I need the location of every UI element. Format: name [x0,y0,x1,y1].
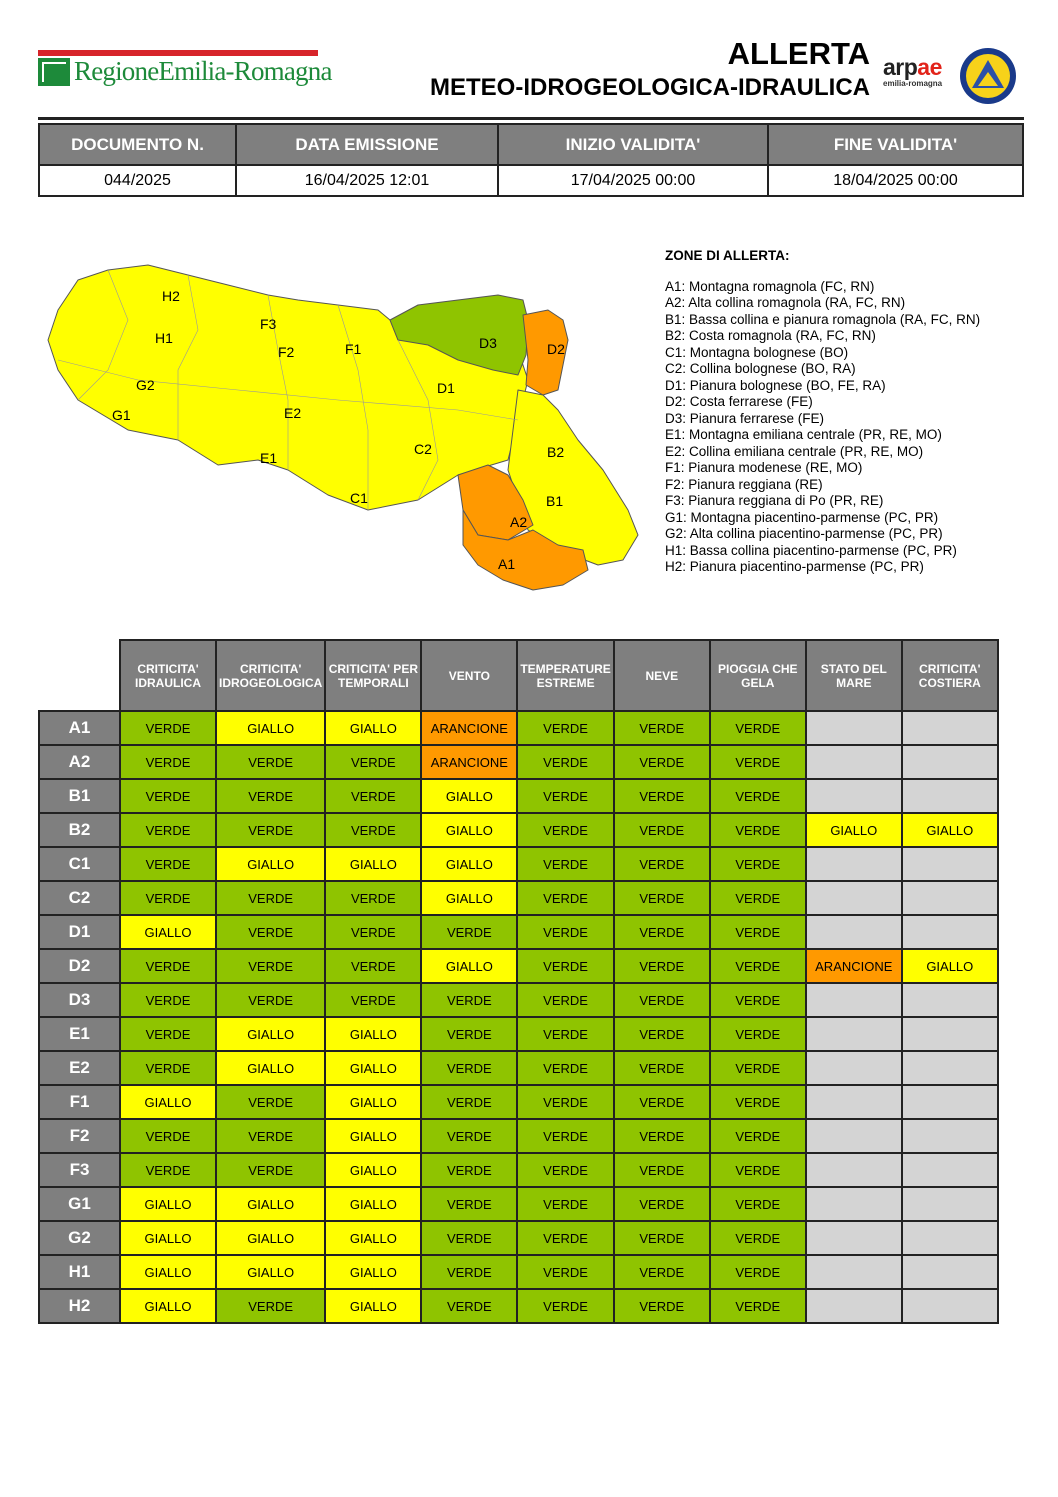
alert-level-cell [902,915,998,949]
alert-level-cell [806,745,902,779]
zone-code-cell: D3 [39,983,120,1017]
alert-level-cell: VERDE [710,949,806,983]
alert-level-cell: VERDE [614,983,710,1017]
alert-level-cell: VERDE [120,779,216,813]
alert-level-cell: VERDE [710,983,806,1017]
alert-level-cell: GIALLO [421,881,517,915]
alert-level-cell: GIALLO [325,711,421,745]
alert-level-cell: GIALLO [120,1255,216,1289]
table-row [39,881,998,915]
alert-level-cell: VERDE [517,711,613,745]
alert-level-cell: GIALLO [216,1255,325,1289]
alert-level-cell: VERDE [120,881,216,915]
map-label-g2: G2 [136,377,155,393]
alert-level-cell: GIALLO [902,949,998,983]
region-logo [38,50,332,90]
alert-level-cell: VERDE [421,1153,517,1187]
table-row [39,915,998,949]
alert-level-cell: VERDE [517,779,613,813]
alert-level-cell [902,1289,998,1323]
alert-level-cell: VERDE [517,949,613,983]
alert-level-cell [902,1085,998,1119]
zone-legend-item: F1: Pianura modenese (RE, MO) [665,460,863,475]
alert-table [38,639,999,1324]
alert-level-cell [806,983,902,1017]
map-label-a1: A1 [498,556,516,572]
map-label-a2: A2 [510,514,528,530]
zone-legend-item: D1: Pianura bolognese (BO, FE, RA) [665,377,886,393]
table-row [39,711,998,745]
alert-level-cell: VERDE [614,1051,710,1085]
alert-level-cell [902,711,998,745]
alert-level-cell: VERDE [325,915,421,949]
alert-level-cell: GIALLO [216,1187,325,1221]
doc-header-end: FINE VALIDITA' [768,124,1023,165]
alert-level-cell: VERDE [710,1119,806,1153]
zone-code-cell: D2 [39,949,120,983]
alert-level-cell [806,1289,902,1323]
alert-level-cell: VERDE [216,813,325,847]
alert-level-cell: VERDE [421,1187,517,1221]
alert-level-cell: VERDE [517,1221,613,1255]
zone-legend-title: ZONE DI ALLERTA: [665,248,790,263]
alert-level-cell: VERDE [421,983,517,1017]
alert-level-cell: VERDE [517,881,613,915]
map-label-f3: F3 [260,316,277,332]
table-row [39,1119,998,1153]
alert-level-cell: GIALLO [325,1051,421,1085]
alert-level-cell [806,779,902,813]
map-label-d3: D3 [479,335,497,351]
map-label-h1: H1 [155,330,173,346]
alert-level-cell [806,1119,902,1153]
alert-level-cell: GIALLO [806,813,902,847]
alert-level-cell [806,711,902,745]
doc-start-date: 17/04/2025 00:00 [498,165,768,196]
zone-code-cell: E2 [39,1051,120,1085]
alert-level-cell: GIALLO [216,1221,325,1255]
zone-legend-item: A1: Montagna romagnola (FC, RN) [665,278,875,294]
alert-level-cell [902,1221,998,1255]
alert-level-cell: VERDE [517,1255,613,1289]
alert-level-cell: VERDE [120,1153,216,1187]
alert-level-cell: VERDE [325,881,421,915]
zone-code-cell: D1 [39,915,120,949]
alert-level-cell: GIALLO [325,1119,421,1153]
alert-level-cell: GIALLO [120,1221,216,1255]
alert-level-cell [806,881,902,915]
zone-code-cell: F2 [39,1119,120,1153]
alert-level-cell: VERDE [216,915,325,949]
alert-level-cell: GIALLO [902,813,998,847]
alert-level-cell [806,1187,902,1221]
zone-code-cell: B2 [39,813,120,847]
table-row [39,813,998,847]
alert-level-cell: VERDE [614,915,710,949]
alert-level-cell: VERDE [120,1017,216,1051]
map-label-d1: D1 [437,380,455,396]
zone-legend-item: E1: Montagna emiliana centrale (PR, RE, MO) [665,427,942,442]
alert-level-cell: VERDE [614,711,710,745]
alert-level-cell: GIALLO [120,915,216,949]
alert-level-cell: GIALLO [216,1017,325,1051]
map-label-f1: F1 [345,341,362,357]
alert-level-cell: VERDE [517,1051,613,1085]
alert-level-cell: VERDE [614,949,710,983]
alert-level-cell: VERDE [421,1289,517,1323]
doc-emission-date: 16/04/2025 12:01 [236,165,498,196]
alert-column-header: VENTO [421,640,517,711]
alert-column-header: STATO DEL MARE [806,640,902,711]
map-label-f2: F2 [278,344,295,360]
alert-level-cell: VERDE [216,779,325,813]
doc-header-number: DOCUMENTO N. [39,124,236,165]
alert-level-cell: VERDE [517,1119,613,1153]
alert-level-cell: VERDE [216,1289,325,1323]
alert-level-cell: VERDE [216,1119,325,1153]
alert-level-cell [902,847,998,881]
alert-level-cell: VERDE [710,881,806,915]
zone-code-cell: A1 [39,711,120,745]
alert-level-cell: VERDE [216,983,325,1017]
alert-level-cell: VERDE [614,847,710,881]
table-row [39,1051,998,1085]
alert-level-cell: GIALLO [421,847,517,881]
alert-level-cell: VERDE [325,949,421,983]
zone-legend-item: F3: Pianura reggiana di Po (PR, RE) [665,493,884,508]
alert-level-cell: VERDE [421,915,517,949]
alert-zone-map [38,260,658,600]
table-row [39,1153,998,1187]
arpae-logo-sub: emilia-romagna [883,79,943,88]
alert-level-cell [806,847,902,881]
table-row [39,779,998,813]
alert-level-cell [902,745,998,779]
alert-level-cell: VERDE [614,881,710,915]
map-label-d2: D2 [547,341,565,357]
alert-level-cell: VERDE [216,1085,325,1119]
table-row [39,983,998,1017]
zone-legend-item: F2: Pianura reggiana (RE) [665,476,823,492]
zone-legend-item: B2: Costa romagnola (RA, FC, RN) [665,328,876,343]
alert-column-header: CRITICITA' COSTIERA [902,640,998,711]
alert-level-cell: VERDE [325,813,421,847]
alert-level-cell: VERDE [421,1221,517,1255]
alert-level-cell: GIALLO [216,711,325,745]
map-label-b2: B2 [547,444,565,460]
zone-code-cell: C1 [39,847,120,881]
alert-level-cell: GIALLO [421,949,517,983]
alert-level-cell: VERDE [517,745,613,779]
alert-level-cell: VERDE [216,949,325,983]
zone-legend-item: A2: Alta collina romagnola (RA, FC, RN) [665,295,906,310]
map-label-e2: E2 [284,405,302,421]
alert-level-cell: VERDE [216,745,325,779]
alert-level-cell: VERDE [614,1221,710,1255]
alert-table-corner [39,640,120,711]
alert-level-cell: VERDE [710,1187,806,1221]
alert-level-cell: GIALLO [421,779,517,813]
alert-level-cell: VERDE [614,1255,710,1289]
alert-level-cell: VERDE [517,983,613,1017]
alert-level-cell: GIALLO [216,847,325,881]
alert-level-cell: VERDE [517,1153,613,1187]
alert-level-cell: GIALLO [325,1289,421,1323]
alert-level-cell: VERDE [614,1017,710,1051]
zone-code-cell: H2 [39,1289,120,1323]
zone-legend-item: D3: Pianura ferrarese (FE) [665,410,825,426]
table-row [39,1085,998,1119]
alert-level-cell: GIALLO [216,1051,325,1085]
alert-level-cell: VERDE [325,745,421,779]
alert-column-header: CRITICITA' IDRAULICA [120,640,216,711]
alert-level-cell: VERDE [120,1119,216,1153]
alert-level-cell: VERDE [710,1221,806,1255]
alert-level-cell: VERDE [421,1051,517,1085]
zone-code-cell: B1 [39,779,120,813]
alert-level-cell: VERDE [614,1085,710,1119]
map-label-c2: C2 [414,441,432,457]
alert-level-cell: VERDE [120,983,216,1017]
alert-level-cell: VERDE [421,1255,517,1289]
arpae-logo-text-b: ae [917,54,942,80]
alert-level-cell: GIALLO [325,1153,421,1187]
alert-level-cell: VERDE [614,745,710,779]
table-row [39,745,998,779]
alert-level-cell: VERDE [710,711,806,745]
zone-legend-item: H2: Pianura piacentino-parmense (PC, PR) [665,559,924,574]
zone-code-cell: F3 [39,1153,120,1187]
alert-level-cell [806,1255,902,1289]
table-row [39,1017,998,1051]
alert-level-cell: VERDE [421,1119,517,1153]
alert-level-cell: ARANCIONE [421,711,517,745]
alert-level-cell: VERDE [216,881,325,915]
alert-level-cell: ARANCIONE [806,949,902,983]
zone-code-cell: H1 [39,1255,120,1289]
alert-level-cell: VERDE [120,745,216,779]
alert-level-cell: VERDE [120,949,216,983]
alert-level-cell: VERDE [517,1017,613,1051]
region-flag-icon [38,58,70,86]
alert-level-cell [806,1153,902,1187]
zone-code-cell: G1 [39,1187,120,1221]
map-label-c1: C1 [350,490,368,506]
alert-level-cell: VERDE [120,813,216,847]
alert-level-cell: VERDE [710,1051,806,1085]
alert-level-cell: VERDE [710,1255,806,1289]
alert-column-header: CRITICITA' IDROGEOLOGICA [216,640,325,711]
zone-code-cell: A2 [39,745,120,779]
alert-column-header: CRITICITA' PER TEMPORALI [325,640,421,711]
map-label-h2: H2 [162,288,180,304]
alert-level-cell: ARANCIONE [421,745,517,779]
table-row [39,949,998,983]
arpae-logo-text-a: arp [883,54,918,80]
arpae-logo [883,55,963,88]
alert-level-cell: VERDE [614,1289,710,1323]
page-subtitle: METEO-IDROGEOLOGICA-IDRAULICA [430,74,870,101]
zone-legend-item: D2: Costa ferrarese (FE) [665,394,813,409]
zone-code-cell: G2 [39,1221,120,1255]
alert-level-cell: VERDE [710,1289,806,1323]
alert-column-header: NEVE [614,640,710,711]
alert-level-cell [902,881,998,915]
alert-level-cell: GIALLO [325,1221,421,1255]
alert-level-cell: VERDE [710,1153,806,1187]
alert-level-cell: GIALLO [421,813,517,847]
table-row [39,847,998,881]
zone-legend-item: B1: Bassa collina e pianura romagnola (RA, FC, RN) [665,311,981,327]
alert-level-cell: GIALLO [120,1187,216,1221]
alert-level-cell: VERDE [614,1119,710,1153]
zone-legend-item: E2: Collina emiliana centrale (PR, RE, MO) [665,443,924,459]
doc-end-date: 18/04/2025 00:00 [768,165,1023,196]
region-logo-text: RegioneEmilia-Romagna [74,56,332,86]
alert-level-cell: VERDE [710,813,806,847]
alert-level-cell [806,915,902,949]
map-label-b1: B1 [546,493,564,509]
alert-level-cell: VERDE [120,1051,216,1085]
zone-legend [665,248,980,576]
alert-level-cell: GIALLO [325,1255,421,1289]
alert-level-cell [902,1051,998,1085]
doc-header-emission: DATA EMISSIONE [236,124,498,165]
alert-level-cell [902,983,998,1017]
doc-number: 044/2025 [39,165,236,196]
alert-level-cell: VERDE [614,813,710,847]
page-title: ALLERTA [727,36,870,71]
alert-level-cell: VERDE [120,847,216,881]
alert-level-cell: VERDE [325,983,421,1017]
zone-legend-item: H1: Bassa collina piacentino-parmense (PC, PR) [665,542,957,558]
alert-level-cell: GIALLO [325,1085,421,1119]
alert-level-cell: VERDE [710,1017,806,1051]
map-label-g1: G1 [112,407,131,423]
alert-level-cell: VERDE [517,1187,613,1221]
table-row [39,1289,998,1323]
alert-level-cell: VERDE [710,779,806,813]
map-label-e1: E1 [260,450,278,466]
alert-level-cell: VERDE [517,1289,613,1323]
zone-legend-item: G1: Montagna piacentino-parmense (PC, PR) [665,509,939,525]
alert-level-cell [806,1017,902,1051]
zone-code-cell: E1 [39,1017,120,1051]
zone-code-cell: F1 [39,1085,120,1119]
alert-level-cell: VERDE [120,711,216,745]
alert-level-cell: GIALLO [325,847,421,881]
table-row [39,1187,998,1221]
alert-level-cell [806,1221,902,1255]
alert-level-cell: GIALLO [325,1187,421,1221]
zone-legend-item: C2: Collina bolognese (BO, RA) [665,361,856,376]
alert-level-cell [806,1085,902,1119]
alert-column-header: PIOGGIA CHE GELA [710,640,806,711]
alert-level-cell: VERDE [421,1017,517,1051]
alert-level-cell: VERDE [710,915,806,949]
document-info-table [38,123,1024,197]
alert-level-cell: VERDE [421,1085,517,1119]
alert-level-cell [902,1187,998,1221]
alert-level-cell: VERDE [614,779,710,813]
alert-level-cell: VERDE [517,813,613,847]
alert-level-cell [902,1119,998,1153]
alert-level-cell [806,1051,902,1085]
alert-level-cell: VERDE [517,915,613,949]
alert-level-cell: VERDE [614,1187,710,1221]
zone-legend-item: C1: Montagna bolognese (BO) [665,344,849,360]
alert-level-cell: VERDE [710,847,806,881]
alert-level-cell: GIALLO [120,1289,216,1323]
header-divider [38,117,1024,120]
zone-legend-item: G2: Alta collina piacentino-parmense (PC, PR) [665,526,943,541]
alert-level-cell: VERDE [517,1085,613,1119]
civil-protection-logo-icon [960,48,1016,104]
doc-header-start: INIZIO VALIDITA' [498,124,768,165]
alert-level-cell: GIALLO [120,1085,216,1119]
alert-level-cell: GIALLO [325,1017,421,1051]
alert-level-cell: VERDE [710,1085,806,1119]
alert-level-cell: VERDE [517,847,613,881]
alert-level-cell [902,779,998,813]
alert-level-cell [902,1017,998,1051]
alert-level-cell: VERDE [710,745,806,779]
alert-level-cell [902,1255,998,1289]
alert-level-cell: VERDE [216,1153,325,1187]
alert-level-cell: VERDE [325,779,421,813]
table-row [39,1221,998,1255]
zone-code-cell: C2 [39,881,120,915]
table-row [39,1255,998,1289]
alert-level-cell: VERDE [614,1153,710,1187]
alert-level-cell [902,1153,998,1187]
alert-column-header: TEMPERATURE ESTREME [517,640,613,711]
